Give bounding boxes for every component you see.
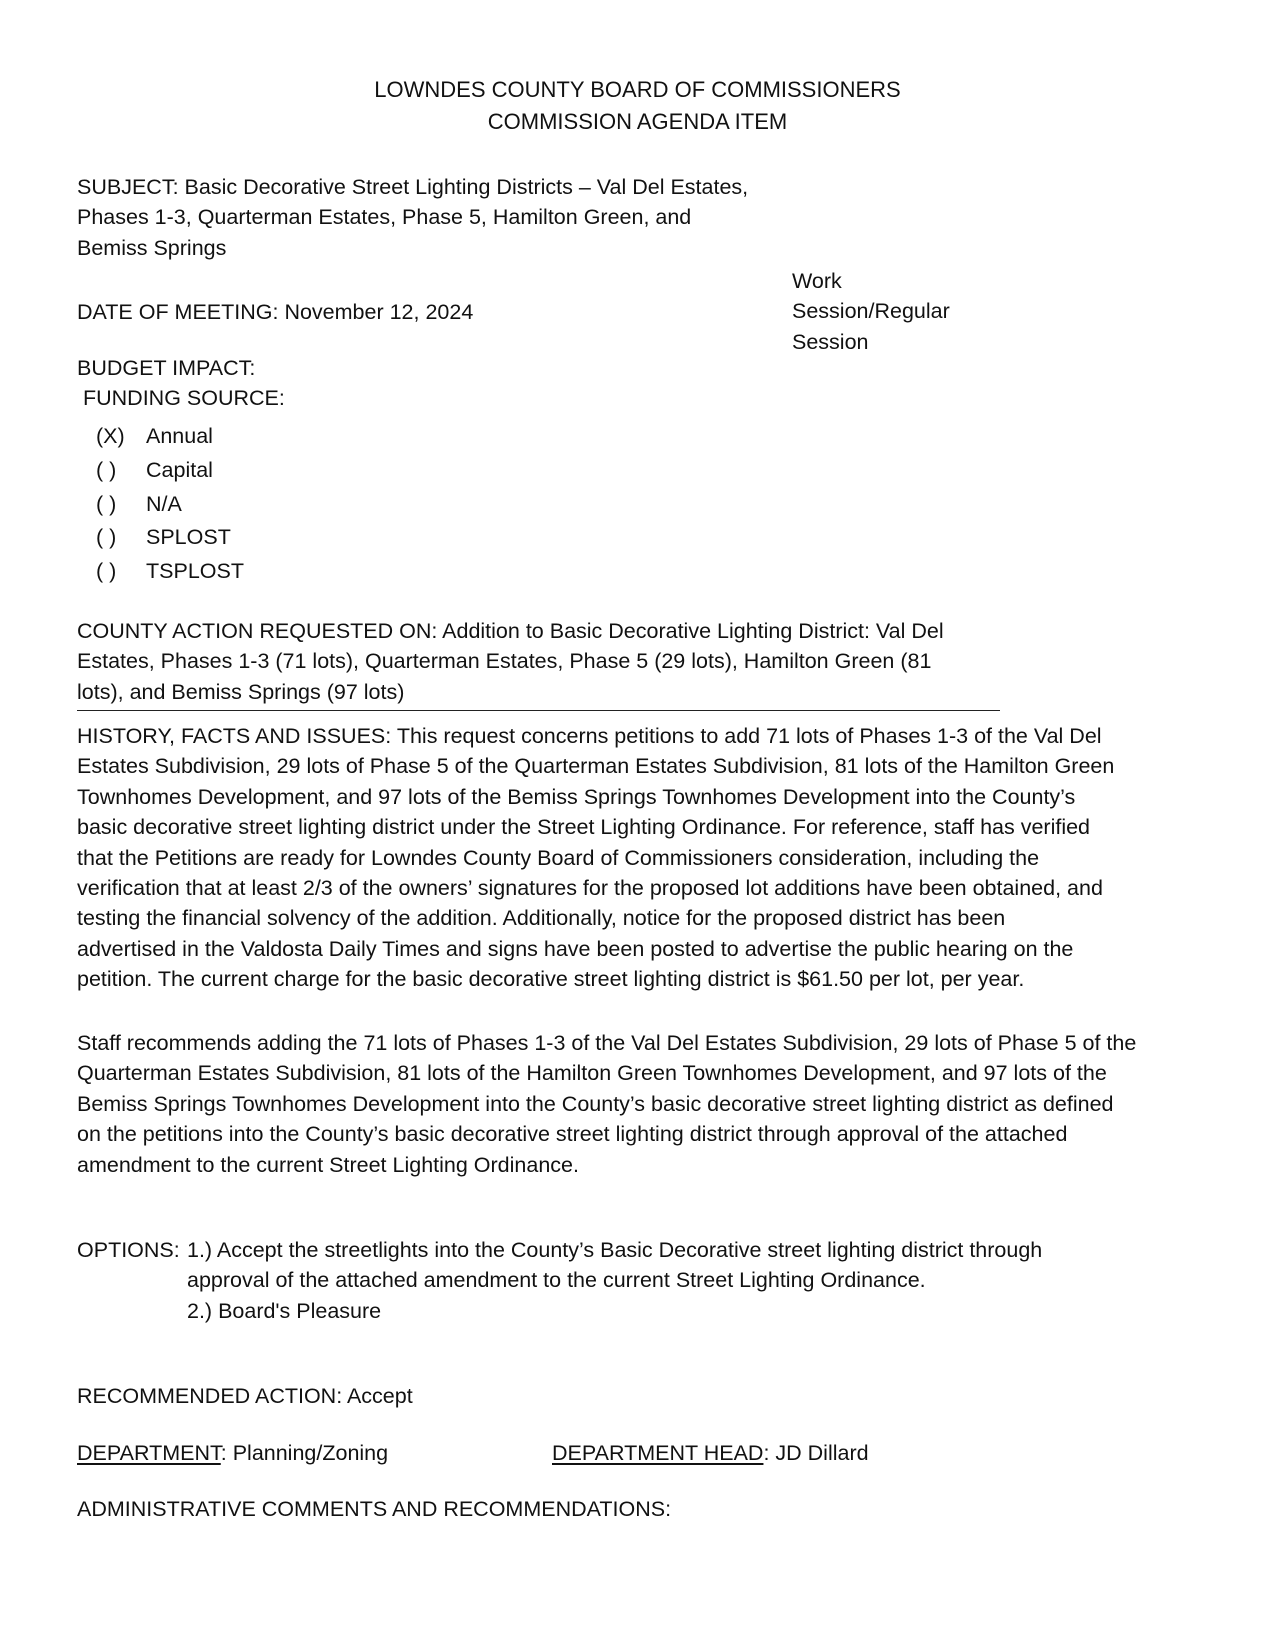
checkbox-mark: ( ) xyxy=(96,458,117,483)
action-line: lots), and Bemiss Springs (97 lots) xyxy=(77,679,405,704)
staff-line: amendment to the current Street Lighting Ordinance. xyxy=(77,1152,579,1177)
history-line: testing the financial solvency of the addition. Additionally, notice for the proposed district has been xyxy=(77,906,1006,931)
budget-impact-label: BUDGET IMPACT: xyxy=(77,356,256,380)
funding-option-label: Annual xyxy=(146,424,213,449)
history-line: basic decorative street lighting district under the Street Lighting Ordinance. For reference, staff has verified xyxy=(77,815,1091,840)
meeting-date: DATE OF MEETING: November 12, 2024 xyxy=(77,300,474,324)
history-line: HISTORY, FACTS AND ISSUES: This request concerns petitions to add 71 lots of Phases 1-3 of the Val Del xyxy=(77,724,1102,748)
option-line: 2.) Board's Pleasure xyxy=(187,1298,382,1323)
funding-option-label: TSPLOST xyxy=(146,559,244,584)
department-field xyxy=(77,1441,388,1466)
funding-option-label: N/A xyxy=(146,491,182,516)
checkbox-mark: ( ) xyxy=(96,559,117,584)
recommended-action: RECOMMENDED ACTION: Accept xyxy=(77,1384,413,1408)
history-facts-section xyxy=(77,721,1207,995)
subject-line: SUBJECT: Basic Decorative Street Lighting Districts – Val Del Estates, xyxy=(77,175,749,199)
agenda-item-title: COMMISSION AGENDA ITEM xyxy=(487,109,788,134)
funding-option-annual xyxy=(96,420,244,454)
funding-option-splost xyxy=(96,521,244,555)
funding-option-capital xyxy=(96,454,244,488)
department-head-field xyxy=(552,1441,869,1466)
funding-source-list xyxy=(96,420,244,588)
checkbox-mark: (X) xyxy=(96,424,125,449)
administrative-comments-label: ADMINISTRATIVE COMMENTS AND RECOMMENDATIONS: xyxy=(77,1497,672,1521)
board-title: LOWNDES COUNTY BOARD OF COMMISSIONERS xyxy=(374,77,901,102)
option-line: approval of the attached amendment to the current Street Lighting Ordinance. xyxy=(187,1268,926,1293)
section-divider xyxy=(77,710,1000,711)
funding-option-tsplost xyxy=(96,555,244,589)
subject-line: Phases 1-3, Quarterman Estates, Phase 5, Hamilton Green, and xyxy=(77,205,692,230)
subject-section xyxy=(77,172,777,263)
department-value: : Planning/Zoning xyxy=(220,1441,389,1465)
funding-option-label: SPLOST xyxy=(146,525,231,550)
session-line: Work xyxy=(792,269,842,293)
history-line: Estates Subdivision, 29 lots of Phase 5 of the Quarterman Estates Subdivision, 81 lots of the Hamilton Green xyxy=(77,754,1115,779)
action-line: Estates, Phases 1-3 (71 lots), Quarterman Estates, Phase 5 (29 lots), Hamilton Green (81 xyxy=(77,649,932,674)
department-label: DEPARTMENT xyxy=(77,1441,221,1465)
session-line: Session xyxy=(792,329,869,354)
history-line: Townhomes Development, and 97 lots of the Bemiss Springs Townhomes Development into the County’s xyxy=(77,784,1076,809)
checkbox-mark: ( ) xyxy=(96,491,117,516)
action-line: COUNTY ACTION REQUESTED ON: Addition to Basic Decorative Lighting District: Val Del xyxy=(77,619,944,643)
staff-recommendation-section xyxy=(77,1028,1207,1180)
options-list xyxy=(187,1235,1147,1326)
staff-line: Quarterman Estates Subdivision, 81 lots of the Hamilton Green Townhomes Development, and 97 lots of the xyxy=(77,1061,1107,1086)
session-line: Session/Regular xyxy=(792,299,950,324)
history-line: that the Petitions are ready for Lowndes County Board of Commissioners consideration, including the xyxy=(77,845,1040,870)
funding-option-na xyxy=(96,487,244,521)
options-label: OPTIONS: xyxy=(77,1238,180,1262)
subject-line: Bemiss Springs xyxy=(77,235,227,260)
funding-source-label: FUNDING SOURCE: xyxy=(83,386,285,410)
department-head-value: : JD Dillard xyxy=(763,1441,869,1465)
history-line: verification that at least 2/3 of the owners’ signatures for the proposed lot additions have been obtained, and xyxy=(77,876,1103,901)
department-head-label: DEPARTMENT HEAD xyxy=(552,1441,764,1465)
document-header xyxy=(0,74,1275,138)
county-action-section xyxy=(77,616,997,707)
staff-line: Bemiss Springs Townhomes Development into the County’s basic decorative street lighting district as defined xyxy=(77,1091,1114,1116)
funding-option-label: Capital xyxy=(146,458,213,483)
option-line: 1.) Accept the streetlights into the County’s Basic Decorative street lighting district through xyxy=(187,1238,1043,1262)
session-type xyxy=(792,266,982,357)
history-line: advertised in the Valdosta Daily Times and signs have been posted to advertise the public hearing on the xyxy=(77,936,1074,961)
history-line: petition. The current charge for the basic decorative street lighting district is $61.50 per lot, per year. xyxy=(77,967,1025,992)
staff-line: on the petitions into the County’s basic decorative street lighting district through approval of the attached xyxy=(77,1122,1068,1147)
staff-line: Staff recommends adding the 71 lots of Phases 1-3 of the Val Del Estates Subdivision, 29 lots of Phase 5 of the xyxy=(77,1031,1137,1055)
checkbox-mark: ( ) xyxy=(96,525,117,550)
